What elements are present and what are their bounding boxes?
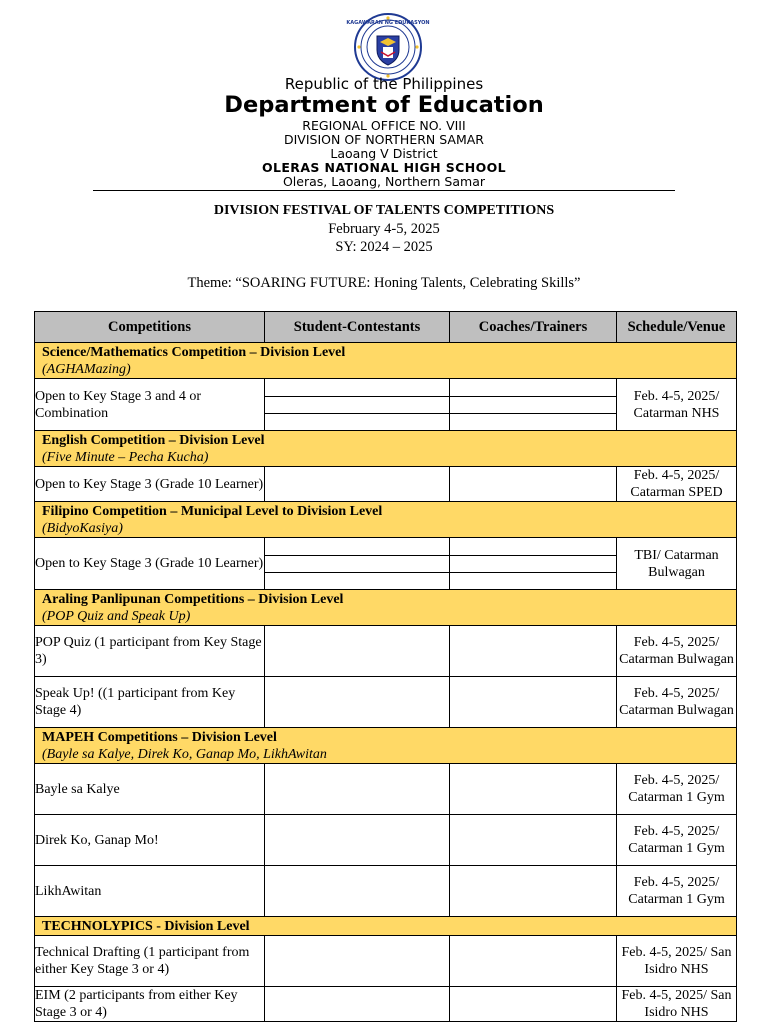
table-row [35, 987, 737, 1022]
competition-cell: POP Quiz (1 participant from Key Stage 3) [35, 626, 265, 677]
department-title: Department of Education [224, 92, 544, 118]
competition-cell: Direk Ko, Ganap Mo! [35, 815, 265, 866]
section-subtitle: (POP Quiz and Speak Up) [42, 609, 191, 624]
header-divider [93, 190, 675, 191]
coaches-trainers-cell[interactable] [450, 467, 617, 502]
student-contestants-cell[interactable] [265, 677, 450, 728]
student-contestants-cell[interactable] [265, 815, 450, 866]
section-title: MAPEH Competitions – Division Level [42, 730, 277, 745]
table-row [35, 866, 737, 917]
competition-cell: Open to Key Stage 3 (Grade 10 Learner) [35, 538, 265, 590]
section-subtitle: (Five Minute – Pecha Kucha) [42, 450, 209, 465]
division-name: DIVISION OF NORTHERN SAMAR [284, 132, 484, 147]
table-row [35, 538, 737, 590]
section-cell [35, 590, 737, 626]
student-contestants-cell[interactable] [265, 538, 450, 590]
event-title: DIVISION FESTIVAL OF TALENTS COMPETITIONS [213, 203, 555, 218]
coaches-trainers-cell[interactable] [450, 815, 617, 866]
table-row [35, 379, 737, 431]
student-contestants-cell[interactable] [265, 987, 450, 1022]
section-cell [35, 502, 737, 538]
section-title: Filipino Competition – Municipal Level to Division Level [42, 504, 383, 519]
schedule-venue-cell: Feb. 4-5, 2025/ Catarman 1 Gym [617, 764, 737, 815]
competition-cell: Open to Key Stage 3 (Grade 10 Learner) [35, 467, 265, 502]
district-name: Laoang V District [330, 146, 438, 161]
section-row [35, 590, 737, 626]
student-contestants-cell[interactable] [265, 467, 450, 502]
section-cell [35, 431, 737, 467]
schedule-venue-cell: Feb. 4-5, 2025/ Catarman 1 Gym [617, 815, 737, 866]
regional-office: REGIONAL OFFICE NO. VIII [302, 118, 466, 133]
deped-seal-logo [346, 12, 430, 82]
coaches-trainers-cell[interactable] [450, 987, 617, 1022]
student-contestants-cell[interactable] [265, 936, 450, 987]
section-title: TECHNOLYPICS - Division Level [42, 919, 250, 934]
section-cell [35, 728, 737, 764]
schedule-venue-cell: Feb. 4-5, 2025/ Catarman 1 Gym [617, 866, 737, 917]
section-row [35, 431, 737, 467]
schedule-venue-cell: Feb. 4-5, 2025/ Catarman SPED [617, 467, 737, 502]
seal-text: KAGAWARAN NG EDUKASYON [346, 20, 430, 26]
coaches-trainers-cell[interactable] [450, 866, 617, 917]
section-title: Araling Panlipunan Competitions – Division Level [42, 592, 344, 607]
schedule-venue-cell: Feb. 4-5, 2025/ Catarman NHS [617, 379, 737, 431]
col-header-student-contestants: Student-Contestants [265, 312, 450, 343]
section-subtitle: (Bayle sa Kalye, Direk Ko, Ganap Mo, LikhAwitan [42, 747, 327, 762]
student-contestants-cell[interactable] [265, 764, 450, 815]
section-title: English Competition – Division Level [42, 433, 265, 448]
col-header-coaches-trainers: Coaches/Trainers [450, 312, 617, 343]
schedule-venue-cell: TBI/ Catarman Bulwagan [617, 538, 737, 590]
section-row [35, 343, 737, 379]
school-address: Oleras, Laoang, Northern Samar [282, 174, 486, 189]
event-dates: February 4-5, 2025 [328, 221, 440, 237]
table-row [35, 626, 737, 677]
table-row [35, 815, 737, 866]
table-row [35, 467, 737, 502]
coaches-trainers-cell[interactable] [450, 677, 617, 728]
section-cell [35, 917, 737, 936]
student-contestants-cell[interactable] [265, 626, 450, 677]
section-row [35, 728, 737, 764]
schedule-venue-cell: Feb. 4-5, 2025/ San Isidro NHS [617, 936, 737, 987]
coaches-trainers-cell[interactable] [450, 764, 617, 815]
coaches-trainers-cell[interactable] [450, 626, 617, 677]
competitions-table [34, 311, 737, 1022]
section-subtitle: (BidyoKasiya) [42, 521, 123, 536]
school-name: OLERAS NATIONAL HIGH SCHOOL [261, 160, 507, 175]
section-subtitle: (AGHAMazing) [42, 362, 131, 377]
schedule-venue-cell: Feb. 4-5, 2025/ Catarman Bulwagan [617, 626, 737, 677]
school-year: SY: 2024 – 2025 [335, 239, 433, 255]
schedule-venue-cell: Feb. 4-5, 2025/ Catarman Bulwagan [617, 677, 737, 728]
coaches-trainers-cell[interactable] [450, 936, 617, 987]
student-contestants-cell[interactable] [265, 379, 450, 431]
col-header-competitions: Competitions [35, 312, 265, 343]
competition-cell: Open to Key Stage 3 and 4 or Combination [35, 379, 265, 431]
competition-cell: EIM (2 participants from either Key Stage 3 or 4) [35, 987, 265, 1022]
section-row [35, 502, 737, 538]
event-theme: Theme: “SOARING FUTURE: Honing Talents, Celebrating Skills” [187, 275, 581, 291]
table-header-row [35, 312, 737, 343]
competition-cell: Speak Up! ((1 participant from Key Stage 4) [35, 677, 265, 728]
competition-cell: Technical Drafting (1 participant from either Key Stage 3 or 4) [35, 936, 265, 987]
coaches-trainers-cell[interactable] [450, 379, 617, 431]
table-row [35, 764, 737, 815]
table-row [35, 936, 737, 987]
section-title: Science/Mathematics Competition – Division Level [42, 345, 346, 360]
table-row [35, 677, 737, 728]
section-row [35, 917, 737, 936]
schedule-venue-cell: Feb. 4-5, 2025/ San Isidro NHS [617, 987, 737, 1022]
student-contestants-cell[interactable] [265, 866, 450, 917]
republic-line: Republic of the Philippines [284, 75, 484, 93]
section-cell [35, 343, 737, 379]
competition-cell: Bayle sa Kalye [35, 764, 265, 815]
coaches-trainers-cell[interactable] [450, 538, 617, 590]
competition-cell: LikhAwitan [35, 866, 265, 917]
col-header-schedule-venue: Schedule/Venue [617, 312, 737, 343]
